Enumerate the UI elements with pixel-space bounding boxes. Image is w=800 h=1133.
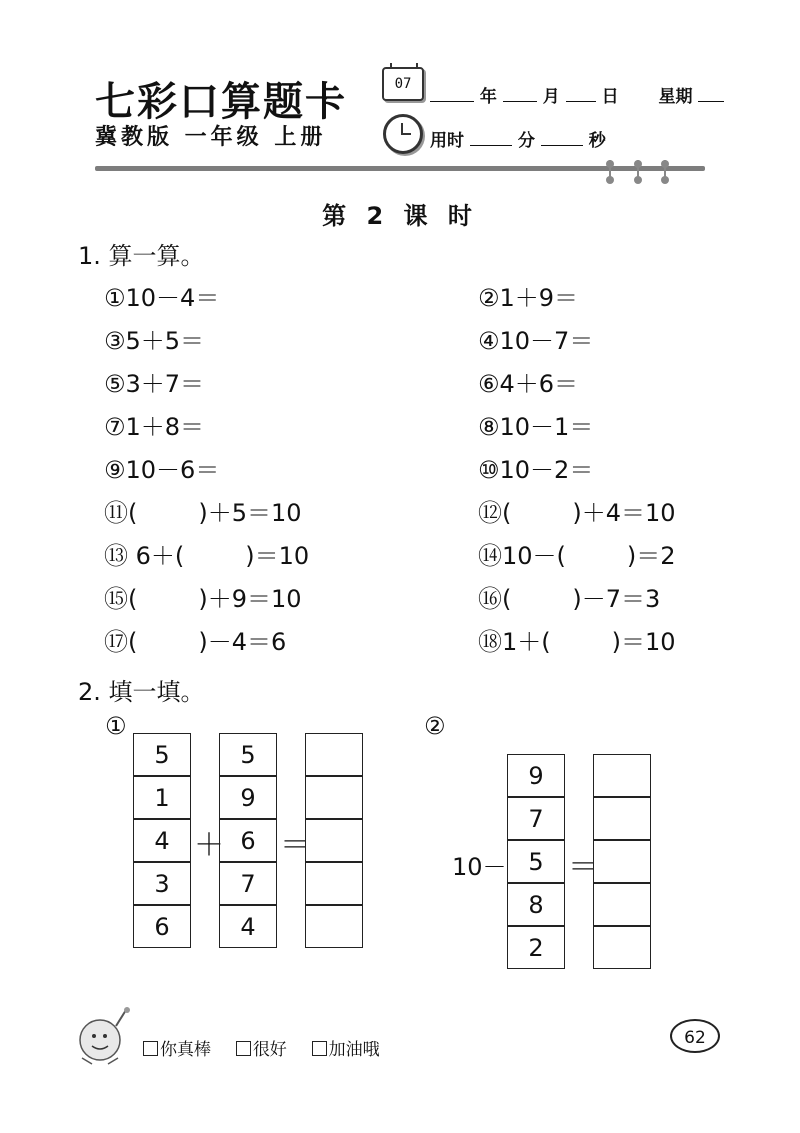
time-fields bbox=[430, 126, 606, 151]
time-label: 用时 bbox=[430, 131, 464, 151]
problem-item: ⑩10－2＝ bbox=[478, 456, 594, 484]
seconds-label: 秒 bbox=[588, 131, 606, 151]
year-blank[interactable] bbox=[430, 87, 474, 102]
checkbox-great[interactable] bbox=[143, 1041, 158, 1056]
grid-cell: 5 bbox=[219, 733, 277, 776]
grid-cell: 4 bbox=[133, 819, 191, 862]
problem-item: ⑫( )＋4＝10 bbox=[478, 499, 676, 527]
grid-cell: 6 bbox=[133, 905, 191, 948]
problem-item: ⑯( )－7＝3 bbox=[478, 585, 661, 613]
month-label: 月 bbox=[542, 87, 560, 107]
problem-item: ⑱1＋( )＝10 bbox=[478, 628, 676, 656]
answer-cell[interactable] bbox=[305, 776, 363, 819]
answer-cell[interactable] bbox=[593, 754, 651, 797]
binder-pin-icon bbox=[636, 160, 640, 182]
grid-cell: 9 bbox=[507, 754, 565, 797]
grid-cell: 8 bbox=[507, 883, 565, 926]
problem-item: ⑬ 6＋( )＝10 bbox=[104, 542, 310, 570]
minutes-label: 分 bbox=[517, 131, 535, 151]
mascot-icon bbox=[72, 1006, 134, 1066]
part2-prefix: 10－ bbox=[452, 853, 507, 881]
option-keep-going-label: 加油哦 bbox=[328, 1040, 380, 1060]
problem-item: ⑪( )＋5＝10 bbox=[104, 499, 302, 527]
problem-item: ③5＋5＝ bbox=[104, 327, 205, 355]
month-blank[interactable] bbox=[503, 87, 537, 102]
day-blank[interactable] bbox=[566, 87, 596, 102]
year-label: 年 bbox=[479, 87, 497, 107]
grid-cell: 9 bbox=[219, 776, 277, 819]
problem-item: ④10－7＝ bbox=[478, 327, 594, 355]
grid-cell: 1 bbox=[133, 776, 191, 819]
minutes-blank[interactable] bbox=[470, 131, 512, 146]
part2-label: ② bbox=[424, 712, 446, 740]
problem-item: ①10－4＝ bbox=[104, 284, 220, 312]
answer-cell[interactable] bbox=[305, 905, 363, 948]
lesson-title: 第 2 课 时 bbox=[322, 202, 478, 230]
header-divider bbox=[95, 166, 705, 171]
answer-cell[interactable] bbox=[305, 819, 363, 862]
problem-item: ⑤3＋7＝ bbox=[104, 370, 205, 398]
grid-cell: 2 bbox=[507, 926, 565, 969]
binder-pin-icon bbox=[663, 160, 667, 182]
grid-cell: 5 bbox=[133, 733, 191, 776]
equals-sign: ＝ bbox=[280, 828, 310, 863]
binder-pin-icon bbox=[608, 160, 612, 182]
week-label: 星期 bbox=[658, 87, 693, 107]
date-fields bbox=[430, 82, 724, 107]
seconds-blank[interactable] bbox=[541, 131, 583, 146]
answer-cell[interactable] bbox=[593, 797, 651, 840]
grid-cell: 7 bbox=[507, 797, 565, 840]
answer-cell[interactable] bbox=[305, 862, 363, 905]
calendar-icon bbox=[382, 67, 424, 101]
problem-item: ⑰( )－4＝6 bbox=[104, 628, 287, 656]
option-good-label: 很好 bbox=[252, 1040, 287, 1060]
checkbox-keep-going[interactable] bbox=[312, 1041, 327, 1056]
plus-sign: ＋ bbox=[194, 828, 224, 863]
calendar-day: 07 bbox=[394, 76, 412, 92]
problem-item: ⑧10－1＝ bbox=[478, 413, 594, 441]
edition-subtitle: 冀教版 一年级 上册 bbox=[95, 125, 327, 150]
section2-title: 2. 填一填。 bbox=[78, 678, 205, 706]
page-number: 62 bbox=[670, 1019, 720, 1053]
section1-title: 1. 算一算。 bbox=[78, 242, 205, 270]
checkbox-good[interactable] bbox=[236, 1041, 251, 1056]
answer-cell[interactable] bbox=[593, 926, 651, 969]
problem-item: ⑭10－( )＝2 bbox=[478, 542, 676, 570]
rating-options bbox=[143, 1035, 380, 1060]
grid-cell: 5 bbox=[507, 840, 565, 883]
grid-cell: 7 bbox=[219, 862, 277, 905]
option-great-label: 你真棒 bbox=[160, 1040, 211, 1060]
answer-cell[interactable] bbox=[305, 733, 363, 776]
week-blank[interactable] bbox=[698, 87, 724, 102]
answer-cell[interactable] bbox=[593, 883, 651, 926]
grid-cell: 4 bbox=[219, 905, 277, 948]
equals-sign: ＝ bbox=[568, 850, 598, 885]
problem-item: ⑥4＋6＝ bbox=[478, 370, 579, 398]
problem-item: ⑨10－6＝ bbox=[104, 456, 220, 484]
problem-item: ②1＋9＝ bbox=[478, 284, 579, 312]
problem-item: ⑦1＋8＝ bbox=[104, 413, 205, 441]
part1-label: ① bbox=[105, 712, 127, 740]
clock-icon bbox=[383, 114, 423, 154]
brand-title: 七彩口算题卡 bbox=[95, 78, 347, 125]
grid-cell: 6 bbox=[219, 819, 277, 862]
grid-cell: 3 bbox=[133, 862, 191, 905]
answer-cell[interactable] bbox=[593, 840, 651, 883]
problem-item: ⑮( )＋9＝10 bbox=[104, 585, 302, 613]
day-label: 日 bbox=[601, 87, 619, 107]
